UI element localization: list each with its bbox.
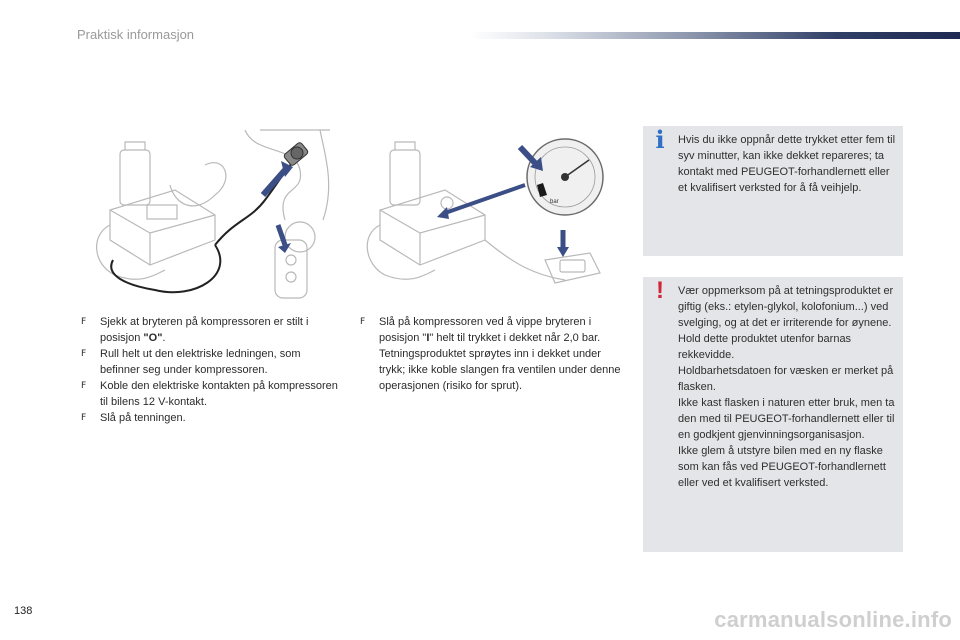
warning-icon: ! <box>656 277 664 304</box>
bullet-marker: F <box>360 317 366 327</box>
steps-list-2 <box>360 314 622 394</box>
section-title: Praktisk informasjon <box>77 27 195 42</box>
gauge-unit-label: bar <box>550 199 559 205</box>
warning-box <box>643 277 903 552</box>
bullet-marker: F <box>81 381 87 391</box>
list-item: F Sjekk at bryteren på kompressoren er stilt i posisjon "O". <box>81 316 309 344</box>
pressure-gauge-illustration <box>365 125 615 305</box>
compressor-plug-illustration <box>85 125 340 305</box>
info-icon: i <box>655 125 665 154</box>
watermark: carmanualsonline.info <box>714 607 952 632</box>
warning-text: Vær oppmerksom på at tetningsproduktet er giftig (eks.: etylen-glykol, kolofonium...) ved svelging, og at det er irriterende for øynene. Hold dette produktet utenfor barnas rekkevidde. Holdbarhetsdatoen for væsken er merket på flasken. Ikke kast flasken i naturen etter bruk, men ta den med til PEUGEOT-forhandlernett eller til en godkjent gjenvinningsorganisasjon. Ikke glem å utstyre bilen med en ny flaske som kan fås ved PEUGEOT-forhandlernett eller ved et kvalifisert verksted. <box>678 285 895 489</box>
page-number: 138 <box>14 605 33 617</box>
bullet-marker: F <box>81 317 87 327</box>
bullet-marker: F <box>81 413 87 423</box>
list-item: F Rull helt ut den elektriske ledningen, som befinner seg under kompressoren. <box>81 348 301 376</box>
list-item: F Slå på tenningen. <box>81 412 186 424</box>
info-box <box>643 126 903 256</box>
bullet-marker: F <box>81 349 87 359</box>
list-item: F Koble den elektriske kontakten på kompressoren til bilens 12 V-kontakt. <box>81 380 338 408</box>
steps-list-1 <box>81 314 343 426</box>
header-bar <box>470 32 960 39</box>
list-item: F Slå på kompressoren ved å vippe bryteren i posisjon "I" helt til trykket i dekket når 2,0 bar. Tetningsproduktet sprøytes inn i dekket under trykk; ikke koble slangen fra ventilen under denne operasjonen (risiko for sprut). <box>360 316 621 392</box>
info-text: Hvis du ikke oppnår dette trykket etter fem til syv minutter, kan ikke dekket repareres; ta kontakt med PEUGEOT-forhandlernett eller et kvalifisert verksted for å få veihjelp. <box>678 134 896 194</box>
